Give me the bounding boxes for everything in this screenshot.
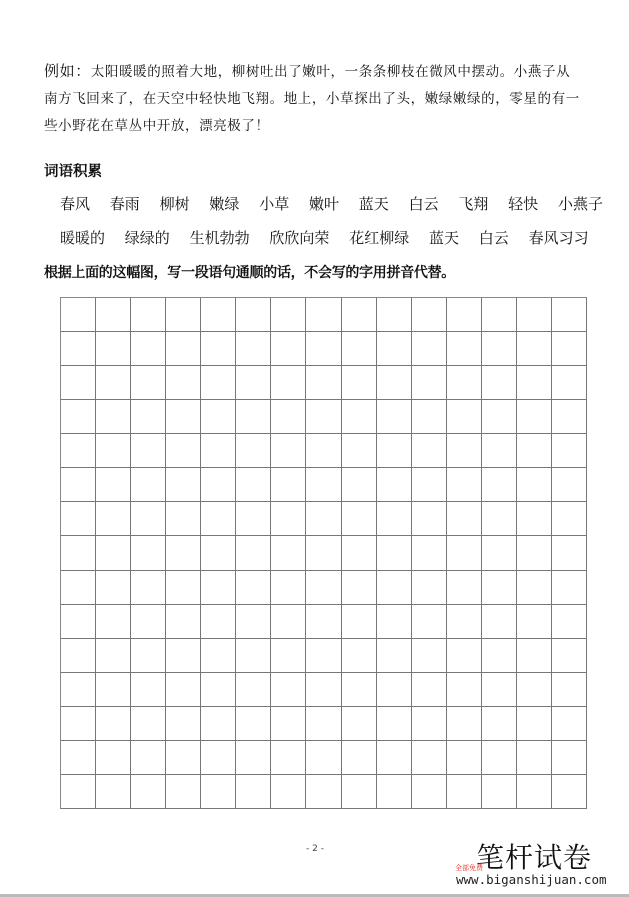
grid-cell[interactable] [552, 571, 587, 605]
grid-cell[interactable] [306, 502, 341, 536]
grid-cell[interactable] [552, 400, 587, 434]
grid-cell[interactable] [482, 332, 517, 366]
writing-instruction: 根据上面的这幅图，写一段语句通顺的话，不会写的字用拼音代替。 [44, 265, 455, 281]
grid-cell[interactable] [236, 468, 271, 502]
grid-cell[interactable] [236, 673, 271, 707]
grid-cell[interactable] [447, 775, 482, 809]
example-paragraph [44, 58, 584, 140]
grid-cell[interactable] [482, 298, 517, 332]
grid-cell[interactable] [412, 434, 447, 468]
grid-cell[interactable] [377, 571, 412, 605]
grid-cell[interactable] [96, 434, 131, 468]
grid-cell[interactable] [342, 366, 377, 400]
grid-cell[interactable] [377, 434, 412, 468]
grid-cell[interactable] [447, 434, 482, 468]
vocab-word: 欣欣向荣 [269, 229, 330, 247]
grid-cell[interactable] [377, 741, 412, 775]
vocab-word: 蓝天 [358, 195, 389, 213]
grid-cell[interactable] [201, 775, 236, 809]
grid-cell[interactable] [306, 707, 341, 741]
grid-cell[interactable] [342, 332, 377, 366]
vocab-word: 绿绿的 [124, 229, 170, 247]
grid-cell[interactable] [131, 571, 166, 605]
grid-cell[interactable] [447, 332, 482, 366]
grid-cell[interactable] [517, 434, 552, 468]
grid-cell[interactable] [482, 639, 517, 673]
grid-cell[interactable] [96, 707, 131, 741]
example-label: 例如： [44, 62, 91, 80]
grid-cell[interactable] [201, 639, 236, 673]
grid-cell[interactable] [552, 741, 587, 775]
grid-cell[interactable] [201, 366, 236, 400]
grid-cell[interactable] [412, 400, 447, 434]
grid-cell[interactable] [517, 605, 552, 639]
grid-cell[interactable] [271, 775, 306, 809]
grid-cell[interactable] [482, 434, 517, 468]
grid-cell[interactable] [306, 434, 341, 468]
grid-cell[interactable] [306, 673, 341, 707]
grid-cell[interactable] [482, 502, 517, 536]
grid-cell[interactable] [96, 468, 131, 502]
grid-cell[interactable] [412, 536, 447, 570]
grid-cell[interactable] [412, 366, 447, 400]
grid-cell[interactable] [517, 571, 552, 605]
grid-cell[interactable] [166, 775, 201, 809]
grid-cell[interactable] [447, 502, 482, 536]
grid-cell[interactable] [342, 775, 377, 809]
grid-cell[interactable] [96, 400, 131, 434]
grid-cell[interactable] [131, 741, 166, 775]
grid-cell[interactable] [342, 400, 377, 434]
grid-cell[interactable] [131, 536, 166, 570]
grid-cell[interactable] [342, 298, 377, 332]
grid-cell[interactable] [412, 741, 447, 775]
grid-cell[interactable] [166, 639, 201, 673]
grid-cell[interactable] [517, 741, 552, 775]
grid-cell[interactable] [517, 366, 552, 400]
grid-cell[interactable] [201, 298, 236, 332]
grid-cell[interactable] [131, 434, 166, 468]
grid-cell[interactable] [517, 536, 552, 570]
grid-cell[interactable] [201, 332, 236, 366]
grid-cell[interactable] [166, 536, 201, 570]
logo-tag: 全部免费 [455, 864, 483, 872]
grid-cell[interactable] [412, 639, 447, 673]
vocab-word: 白云 [408, 195, 439, 213]
grid-cell[interactable] [447, 400, 482, 434]
grid-cell[interactable] [166, 332, 201, 366]
grid-cell[interactable] [61, 707, 96, 741]
vocab-word: 小燕子 [557, 195, 603, 213]
vocab-word: 轻快 [508, 195, 539, 213]
grid-cell[interactable] [412, 332, 447, 366]
grid-cell[interactable] [482, 741, 517, 775]
grid-cell[interactable] [482, 775, 517, 809]
grid-cell[interactable] [236, 332, 271, 366]
grid-cell[interactable] [271, 400, 306, 434]
grid-cell[interactable] [131, 775, 166, 809]
vocab-word: 蓝天 [428, 229, 459, 247]
grid-cell[interactable] [412, 707, 447, 741]
grid-cell[interactable] [271, 502, 306, 536]
grid-cell[interactable] [517, 502, 552, 536]
grid-cell[interactable] [96, 502, 131, 536]
grid-cell[interactable] [61, 502, 96, 536]
grid-cell[interactable] [236, 741, 271, 775]
grid-cell[interactable] [236, 707, 271, 741]
vocab-word: 小草 [259, 195, 290, 213]
grid-cell[interactable] [96, 571, 131, 605]
grid-cell[interactable] [306, 741, 341, 775]
writing-grid[interactable] [60, 297, 587, 809]
grid-cell[interactable] [236, 434, 271, 468]
grid-cell[interactable] [447, 468, 482, 502]
grid-cell[interactable] [517, 400, 552, 434]
grid-cell[interactable] [166, 707, 201, 741]
grid-cell[interactable] [166, 673, 201, 707]
grid-cell[interactable] [517, 639, 552, 673]
grid-cell[interactable] [201, 434, 236, 468]
grid-cell[interactable] [447, 741, 482, 775]
grid-cell[interactable] [96, 673, 131, 707]
grid-cell[interactable] [377, 298, 412, 332]
grid-cell[interactable] [447, 673, 482, 707]
grid-cell[interactable] [552, 468, 587, 502]
grid-cell[interactable] [482, 366, 517, 400]
grid-cell[interactable] [517, 468, 552, 502]
site-url: www.biganshijuan.com [456, 872, 607, 887]
grid-cell[interactable] [271, 605, 306, 639]
grid-cell[interactable] [377, 502, 412, 536]
grid-cell[interactable] [412, 298, 447, 332]
grid-cell[interactable] [236, 536, 271, 570]
vocabulary-row-1 [60, 193, 618, 214]
grid-cell[interactable] [271, 366, 306, 400]
grid-cell[interactable] [306, 366, 341, 400]
grid-cell[interactable] [201, 400, 236, 434]
grid-cell[interactable] [342, 639, 377, 673]
grid-cell[interactable] [131, 468, 166, 502]
grid-cell[interactable] [61, 434, 96, 468]
grid-cell[interactable] [342, 741, 377, 775]
grid-cell[interactable] [271, 639, 306, 673]
grid-cell[interactable] [166, 571, 201, 605]
grid-cell[interactable] [166, 400, 201, 434]
grid-cell[interactable] [166, 366, 201, 400]
grid-cell[interactable] [377, 707, 412, 741]
grid-cell[interactable] [131, 639, 166, 673]
grid-cell[interactable] [96, 536, 131, 570]
grid-cell[interactable] [201, 536, 236, 570]
grid-cell[interactable] [412, 468, 447, 502]
grid-cell[interactable] [447, 536, 482, 570]
site-logo: 笔杆试卷 [476, 841, 593, 874]
grid-cell[interactable] [552, 605, 587, 639]
grid-cell[interactable] [447, 366, 482, 400]
grid-cell[interactable] [377, 332, 412, 366]
grid-cell[interactable] [236, 366, 271, 400]
grid-cell[interactable] [342, 605, 377, 639]
grid-cell[interactable] [271, 536, 306, 570]
grid-cell[interactable] [61, 741, 96, 775]
grid-cell[interactable] [271, 468, 306, 502]
grid-cell[interactable] [96, 639, 131, 673]
grid-cell[interactable] [552, 502, 587, 536]
grid-cell[interactable] [271, 298, 306, 332]
grid-cell[interactable] [166, 434, 201, 468]
grid-cell[interactable] [271, 332, 306, 366]
grid-cell[interactable] [306, 400, 341, 434]
grid-cell[interactable] [61, 298, 96, 332]
grid-cell[interactable] [552, 707, 587, 741]
grid-cell[interactable] [271, 673, 306, 707]
grid-cell[interactable] [201, 468, 236, 502]
grid-cell[interactable] [552, 434, 587, 468]
grid-cell[interactable] [412, 605, 447, 639]
grid-cell[interactable] [342, 434, 377, 468]
vocabulary-row-2 [60, 227, 604, 248]
grid-cell[interactable] [517, 332, 552, 366]
grid-cell[interactable] [306, 639, 341, 673]
grid-cell[interactable] [236, 571, 271, 605]
vocab-word: 春风 [60, 195, 91, 213]
grid-cell[interactable] [412, 673, 447, 707]
grid-cell[interactable] [61, 366, 96, 400]
grid-cell[interactable] [61, 775, 96, 809]
grid-cell[interactable] [377, 605, 412, 639]
vocabulary-title: 词语积累 [44, 164, 102, 180]
grid-cell[interactable] [412, 502, 447, 536]
grid-cell[interactable] [377, 639, 412, 673]
grid-cell[interactable] [166, 741, 201, 775]
grid-cell[interactable] [271, 571, 306, 605]
grid-cell[interactable] [517, 707, 552, 741]
grid-cell[interactable] [342, 502, 377, 536]
grid-cell[interactable] [166, 502, 201, 536]
grid-cell[interactable] [447, 571, 482, 605]
vocab-word: 花红柳绿 [349, 229, 410, 247]
grid-cell[interactable] [96, 741, 131, 775]
grid-cell[interactable] [377, 775, 412, 809]
vocab-word: 白云 [478, 229, 509, 247]
grid-cell[interactable] [131, 400, 166, 434]
grid-cell[interactable] [552, 775, 587, 809]
page-number: - 2 - [306, 844, 324, 854]
grid-cell[interactable] [447, 707, 482, 741]
grid-cell[interactable] [552, 639, 587, 673]
grid-cell[interactable] [342, 707, 377, 741]
grid-cell[interactable] [342, 673, 377, 707]
grid-cell[interactable] [552, 673, 587, 707]
grid-cell[interactable] [447, 639, 482, 673]
grid-cell[interactable] [131, 366, 166, 400]
grid-cell[interactable] [482, 400, 517, 434]
grid-cell[interactable] [482, 707, 517, 741]
grid-cell[interactable] [377, 468, 412, 502]
grid-cell[interactable] [482, 468, 517, 502]
grid-cell[interactable] [61, 400, 96, 434]
grid-cell[interactable] [61, 468, 96, 502]
vocab-word: 嫩叶 [308, 195, 339, 213]
grid-cell[interactable] [552, 332, 587, 366]
grid-cell[interactable] [131, 707, 166, 741]
grid-cell[interactable] [306, 571, 341, 605]
grid-cell[interactable] [166, 298, 201, 332]
grid-cell[interactable] [517, 673, 552, 707]
grid-cell[interactable] [271, 707, 306, 741]
grid-cell[interactable] [61, 536, 96, 570]
vocab-word: 春雨 [109, 195, 140, 213]
grid-cell[interactable] [271, 741, 306, 775]
grid-cell[interactable] [236, 605, 271, 639]
grid-cell[interactable] [377, 366, 412, 400]
grid-cell[interactable] [236, 298, 271, 332]
grid-cell[interactable] [61, 673, 96, 707]
grid-cell[interactable] [517, 775, 552, 809]
grid-cell[interactable] [236, 775, 271, 809]
grid-cell[interactable] [96, 605, 131, 639]
grid-cell[interactable] [342, 536, 377, 570]
grid-cell[interactable] [201, 707, 236, 741]
grid-cell[interactable] [131, 502, 166, 536]
grid-cell[interactable] [96, 332, 131, 366]
grid-cell[interactable] [552, 298, 587, 332]
grid-cell[interactable] [96, 366, 131, 400]
grid-cell[interactable] [61, 332, 96, 366]
grid-cell[interactable] [306, 468, 341, 502]
grid-cell[interactable] [61, 639, 96, 673]
grid-cell[interactable] [96, 298, 131, 332]
grid-cell[interactable] [201, 571, 236, 605]
grid-cell[interactable] [201, 673, 236, 707]
grid-cell[interactable] [306, 775, 341, 809]
grid-cell[interactable] [236, 502, 271, 536]
grid-cell[interactable] [306, 536, 341, 570]
grid-cell[interactable] [96, 775, 131, 809]
grid-cell[interactable] [517, 298, 552, 332]
grid-cell[interactable] [131, 298, 166, 332]
grid-cell[interactable] [377, 536, 412, 570]
grid-cell[interactable] [131, 605, 166, 639]
grid-cell[interactable] [61, 605, 96, 639]
grid-cell[interactable] [447, 298, 482, 332]
grid-cell[interactable] [412, 775, 447, 809]
grid-cell[interactable] [236, 400, 271, 434]
vocab-word: 生机勃勃 [189, 229, 250, 247]
grid-cell[interactable] [412, 571, 447, 605]
grid-cell[interactable] [61, 571, 96, 605]
grid-cell[interactable] [552, 536, 587, 570]
grid-cell[interactable] [482, 605, 517, 639]
vocab-word: 飞翔 [458, 195, 489, 213]
grid-cell[interactable] [201, 502, 236, 536]
grid-cell[interactable] [377, 400, 412, 434]
grid-cell[interactable] [236, 639, 271, 673]
grid-cell[interactable] [306, 298, 341, 332]
grid-cell[interactable] [201, 741, 236, 775]
grid-cell[interactable] [552, 366, 587, 400]
grid-cell[interactable] [201, 605, 236, 639]
vocab-word: 柳树 [159, 195, 190, 213]
grid-cell[interactable] [377, 673, 412, 707]
vocab-word: 春风习习 [528, 229, 589, 247]
grid-cell[interactable] [482, 673, 517, 707]
grid-cell[interactable] [482, 571, 517, 605]
grid-cell[interactable] [482, 536, 517, 570]
grid-cell[interactable] [271, 434, 306, 468]
grid-cell[interactable] [306, 605, 341, 639]
grid-cell[interactable] [166, 605, 201, 639]
vocab-word: 暖暖的 [60, 229, 106, 247]
grid-cell[interactable] [306, 332, 341, 366]
grid-cell[interactable] [447, 605, 482, 639]
vocab-word: 嫩绿 [209, 195, 240, 213]
grid-cell[interactable] [342, 571, 377, 605]
grid-cell[interactable] [342, 468, 377, 502]
grid-cell[interactable] [131, 332, 166, 366]
grid-cell[interactable] [166, 468, 201, 502]
grid-cell[interactable] [131, 673, 166, 707]
example-text: 太阳暖暖的照着大地，柳树吐出了嫩叶，一条条柳枝在微风中摆动。小燕子从南方飞回来了，在天空中轻快地飞翔。地上，小草探出了头，嫩绿嫩绿的，零星的有一些小野花在草丛中开放，漂亮极了！ [44, 64, 580, 134]
